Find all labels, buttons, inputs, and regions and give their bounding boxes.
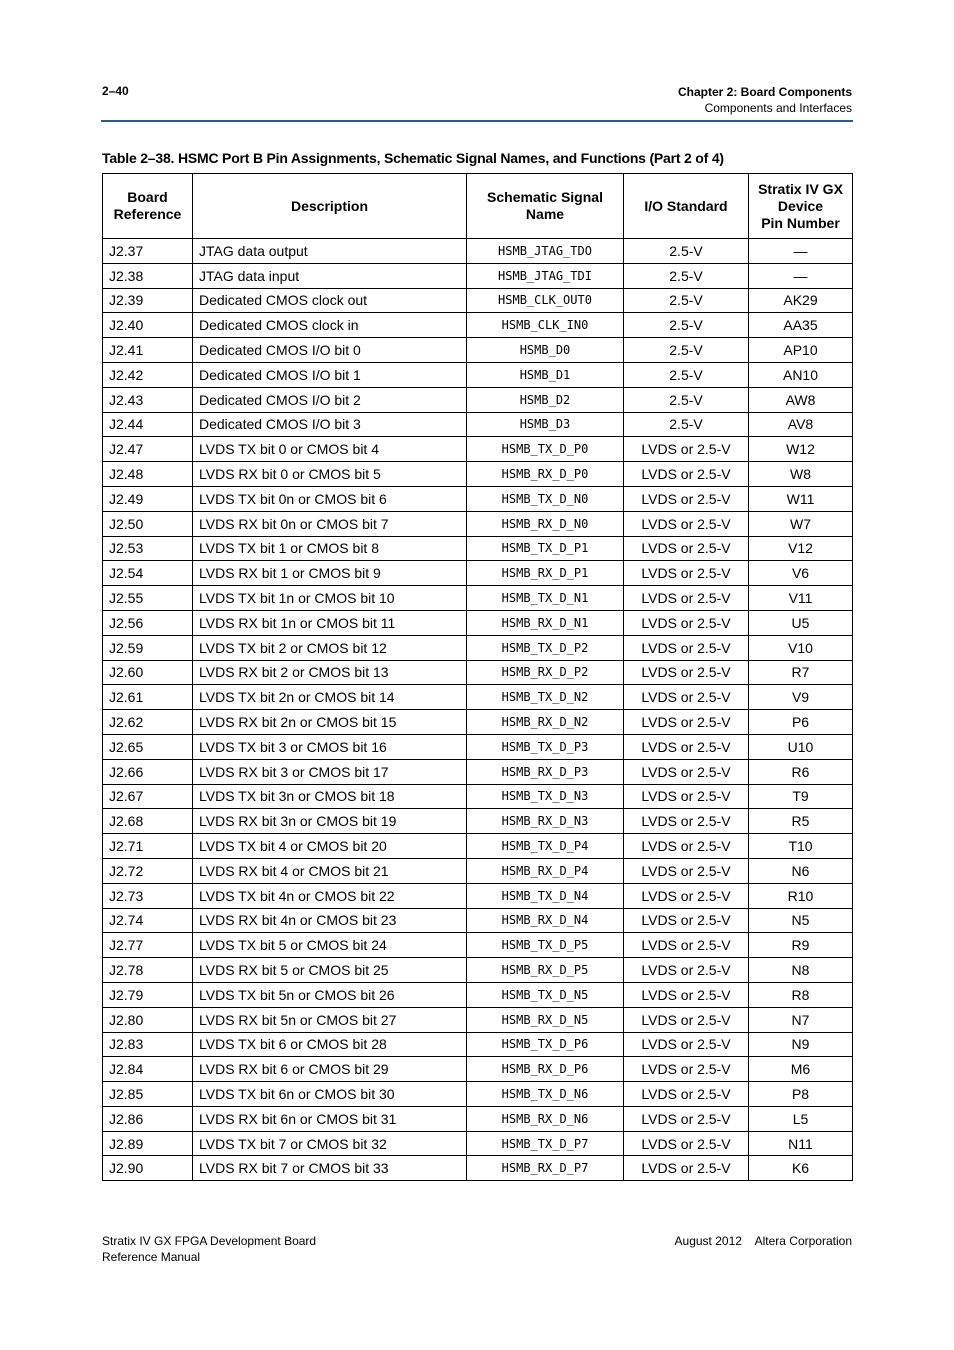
description-cell: LVDS RX bit 1 or CMOS bit 9	[193, 561, 467, 586]
board-reference-cell: J2.62	[103, 710, 193, 735]
table-row	[103, 759, 853, 784]
section-title: Components and Interfaces	[704, 101, 852, 115]
board-reference-cell: J2.47	[103, 437, 193, 462]
description-cell: LVDS TX bit 2n or CMOS bit 14	[193, 685, 467, 710]
signal-name-cell: HSMB_RX_D_P6	[467, 1057, 624, 1082]
signal-name-cell: HSMB_TX_D_N3	[467, 784, 624, 809]
signal-name-cell: HSMB_RX_D_N3	[467, 809, 624, 834]
pin-number-cell: AV8	[749, 412, 853, 437]
io-standard-cell: LVDS or 2.5-V	[624, 883, 749, 908]
board-reference-cell: J2.40	[103, 313, 193, 338]
pin-number-cell: N6	[749, 858, 853, 883]
board-reference-cell: J2.83	[103, 1032, 193, 1057]
board-reference-cell: J2.55	[103, 586, 193, 611]
description-cell: Dedicated CMOS I/O bit 0	[193, 338, 467, 363]
board-reference-cell: J2.56	[103, 610, 193, 635]
pin-number-cell: U5	[749, 610, 853, 635]
board-reference-cell: J2.41	[103, 338, 193, 363]
io-standard-cell: LVDS or 2.5-V	[624, 586, 749, 611]
io-standard-cell: LVDS or 2.5-V	[624, 1082, 749, 1107]
footer-date: August 2012	[674, 1234, 742, 1248]
pin-number-cell: N9	[749, 1032, 853, 1057]
board-reference-cell: J2.90	[103, 1156, 193, 1181]
table-row	[103, 1082, 853, 1107]
signal-name-cell: HSMB_D0	[467, 338, 624, 363]
signal-name-cell: HSMB_TX_D_N6	[467, 1082, 624, 1107]
column-header-pin-number: Stratix IV GX Device Pin Number	[749, 174, 853, 239]
pin-number-cell: R8	[749, 982, 853, 1007]
table-caption: Table 2–38. HSMC Port B Pin Assignments, Schematic Signal Names, and Functions (Part 2 of 4)	[102, 150, 724, 166]
table-row	[103, 958, 853, 983]
description-cell: LVDS TX bit 1n or CMOS bit 10	[193, 586, 467, 611]
signal-name-cell: HSMB_RX_D_N2	[467, 710, 624, 735]
io-standard-cell: 2.5-V	[624, 338, 749, 363]
board-reference-cell: J2.61	[103, 685, 193, 710]
pin-number-cell: W8	[749, 462, 853, 487]
signal-name-cell: HSMB_TX_D_P0	[467, 437, 624, 462]
signal-name-cell: HSMB_RX_D_P5	[467, 958, 624, 983]
table-row	[103, 561, 853, 586]
pin-number-cell: W11	[749, 486, 853, 511]
board-reference-cell: J2.68	[103, 809, 193, 834]
description-cell: JTAG data output	[193, 239, 467, 264]
description-cell: LVDS RX bit 2 or CMOS bit 13	[193, 660, 467, 685]
pin-number-cell: R7	[749, 660, 853, 685]
table-row	[103, 536, 853, 561]
io-standard-cell: LVDS or 2.5-V	[624, 685, 749, 710]
page-number: 2–40	[102, 84, 129, 98]
signal-name-cell: HSMB_TX_D_N5	[467, 982, 624, 1007]
io-standard-cell: LVDS or 2.5-V	[624, 908, 749, 933]
signal-name-cell: HSMB_TX_D_P5	[467, 933, 624, 958]
pin-number-cell: —	[749, 239, 853, 264]
io-standard-cell: LVDS or 2.5-V	[624, 486, 749, 511]
io-standard-cell: LVDS or 2.5-V	[624, 511, 749, 536]
table-row	[103, 263, 853, 288]
description-cell: LVDS TX bit 2 or CMOS bit 12	[193, 635, 467, 660]
pin-number-cell: T10	[749, 834, 853, 859]
board-reference-cell: J2.60	[103, 660, 193, 685]
description-cell: LVDS RX bit 4n or CMOS bit 23	[193, 908, 467, 933]
io-standard-cell: 2.5-V	[624, 412, 749, 437]
table-row	[103, 858, 853, 883]
column-header-io-standard: I/O Standard	[624, 174, 749, 239]
board-reference-cell: J2.72	[103, 858, 193, 883]
pin-number-cell: V10	[749, 635, 853, 660]
signal-name-cell: HSMB_RX_D_N5	[467, 1007, 624, 1032]
board-reference-cell: J2.74	[103, 908, 193, 933]
board-reference-cell: J2.37	[103, 239, 193, 264]
signal-name-cell: HSMB_RX_D_P1	[467, 561, 624, 586]
table-row	[103, 338, 853, 363]
pin-number-cell: N11	[749, 1131, 853, 1156]
pin-number-cell: V12	[749, 536, 853, 561]
signal-name-cell: HSMB_TX_D_N1	[467, 586, 624, 611]
signal-name-cell: HSMB_JTAG_TDO	[467, 239, 624, 264]
signal-name-cell: HSMB_D1	[467, 362, 624, 387]
pin-number-cell: N5	[749, 908, 853, 933]
board-reference-cell: J2.59	[103, 635, 193, 660]
signal-name-cell: HSMB_TX_D_P3	[467, 734, 624, 759]
table-row	[103, 1057, 853, 1082]
table-row	[103, 486, 853, 511]
board-reference-cell: J2.79	[103, 982, 193, 1007]
board-reference-cell: J2.39	[103, 288, 193, 313]
chapter-title: Chapter 2: Board Components	[677, 85, 852, 99]
io-standard-cell: LVDS or 2.5-V	[624, 834, 749, 859]
board-reference-cell: J2.67	[103, 784, 193, 809]
column-header-board-reference: Board Reference	[103, 174, 193, 239]
table-row	[103, 288, 853, 313]
signal-name-cell: HSMB_TX_D_P7	[467, 1131, 624, 1156]
signal-name-cell: HSMB_RX_D_N6	[467, 1106, 624, 1131]
io-standard-cell: LVDS or 2.5-V	[624, 536, 749, 561]
table-row	[103, 313, 853, 338]
io-standard-cell: 2.5-V	[624, 239, 749, 264]
pin-number-cell: AA35	[749, 313, 853, 338]
signal-name-cell: HSMB_TX_D_N0	[467, 486, 624, 511]
pin-number-cell: AW8	[749, 387, 853, 412]
board-reference-cell: J2.73	[103, 883, 193, 908]
table-row	[103, 1131, 853, 1156]
description-cell: LVDS TX bit 6 or CMOS bit 28	[193, 1032, 467, 1057]
table-header-row	[103, 174, 853, 239]
column-header-description: Description	[193, 174, 467, 239]
table-row	[103, 437, 853, 462]
io-standard-cell: 2.5-V	[624, 387, 749, 412]
signal-name-cell: HSMB_D3	[467, 412, 624, 437]
description-cell: Dedicated CMOS clock in	[193, 313, 467, 338]
description-cell: LVDS RX bit 5n or CMOS bit 27	[193, 1007, 467, 1032]
io-standard-cell: LVDS or 2.5-V	[624, 610, 749, 635]
column-header-schematic-signal-name: Schematic Signal Name	[467, 174, 624, 239]
table-body	[103, 239, 853, 1181]
table-row	[103, 982, 853, 1007]
board-reference-cell: J2.66	[103, 759, 193, 784]
board-reference-cell: J2.78	[103, 958, 193, 983]
io-standard-cell: LVDS or 2.5-V	[624, 933, 749, 958]
table-row	[103, 660, 853, 685]
pin-number-cell: V11	[749, 586, 853, 611]
board-reference-cell: J2.42	[103, 362, 193, 387]
io-standard-cell: LVDS or 2.5-V	[624, 635, 749, 660]
description-cell: LVDS TX bit 5 or CMOS bit 24	[193, 933, 467, 958]
pin-number-cell: V9	[749, 685, 853, 710]
pin-number-cell: L5	[749, 1106, 853, 1131]
description-cell: LVDS RX bit 0 or CMOS bit 5	[193, 462, 467, 487]
description-cell: LVDS TX bit 3 or CMOS bit 16	[193, 734, 467, 759]
table-row	[103, 635, 853, 660]
io-standard-cell: LVDS or 2.5-V	[624, 710, 749, 735]
table-row	[103, 1007, 853, 1032]
signal-name-cell: HSMB_TX_D_N4	[467, 883, 624, 908]
description-cell: LVDS TX bit 6n or CMOS bit 30	[193, 1082, 467, 1107]
table-row	[103, 511, 853, 536]
board-reference-cell: J2.84	[103, 1057, 193, 1082]
table-row	[103, 586, 853, 611]
signal-name-cell: HSMB_RX_D_P7	[467, 1156, 624, 1181]
io-standard-cell: LVDS or 2.5-V	[624, 784, 749, 809]
board-reference-cell: J2.49	[103, 486, 193, 511]
io-standard-cell: LVDS or 2.5-V	[624, 858, 749, 883]
signal-name-cell: HSMB_RX_D_N4	[467, 908, 624, 933]
description-cell: LVDS RX bit 4 or CMOS bit 21	[193, 858, 467, 883]
table-row	[103, 908, 853, 933]
table-row	[103, 784, 853, 809]
pin-number-cell: R6	[749, 759, 853, 784]
io-standard-cell: 2.5-V	[624, 263, 749, 288]
pin-number-cell: AP10	[749, 338, 853, 363]
table-row	[103, 1156, 853, 1181]
board-reference-cell: J2.48	[103, 462, 193, 487]
description-cell: LVDS RX bit 6n or CMOS bit 31	[193, 1106, 467, 1131]
board-reference-cell: J2.86	[103, 1106, 193, 1131]
description-cell: LVDS TX bit 3n or CMOS bit 18	[193, 784, 467, 809]
description-cell: LVDS TX bit 0 or CMOS bit 4	[193, 437, 467, 462]
io-standard-cell: LVDS or 2.5-V	[624, 1032, 749, 1057]
board-reference-cell: J2.50	[103, 511, 193, 536]
signal-name-cell: HSMB_RX_D_P2	[467, 660, 624, 685]
io-standard-cell: LVDS or 2.5-V	[624, 462, 749, 487]
table-row	[103, 933, 853, 958]
board-reference-cell: J2.54	[103, 561, 193, 586]
io-standard-cell: LVDS or 2.5-V	[624, 1106, 749, 1131]
io-standard-cell: LVDS or 2.5-V	[624, 437, 749, 462]
pin-number-cell: W7	[749, 511, 853, 536]
pin-number-cell: M6	[749, 1057, 853, 1082]
table-row	[103, 734, 853, 759]
table-row	[103, 834, 853, 859]
description-cell: Dedicated CMOS I/O bit 3	[193, 412, 467, 437]
io-standard-cell: LVDS or 2.5-V	[624, 809, 749, 834]
signal-name-cell: HSMB_JTAG_TDI	[467, 263, 624, 288]
io-standard-cell: LVDS or 2.5-V	[624, 982, 749, 1007]
io-standard-cell: LVDS or 2.5-V	[624, 660, 749, 685]
table-row	[103, 1106, 853, 1131]
description-cell: LVDS RX bit 5 or CMOS bit 25	[193, 958, 467, 983]
description-cell: JTAG data input	[193, 263, 467, 288]
board-reference-cell: J2.80	[103, 1007, 193, 1032]
pin-number-cell: P6	[749, 710, 853, 735]
running-header	[678, 84, 852, 116]
io-standard-cell: 2.5-V	[624, 313, 749, 338]
description-cell: Dedicated CMOS I/O bit 2	[193, 387, 467, 412]
pin-number-cell: U10	[749, 734, 853, 759]
description-cell: LVDS RX bit 3n or CMOS bit 19	[193, 809, 467, 834]
io-standard-cell: LVDS or 2.5-V	[624, 1131, 749, 1156]
pin-number-cell: AK29	[749, 288, 853, 313]
io-standard-cell: LVDS or 2.5-V	[624, 734, 749, 759]
signal-name-cell: HSMB_CLK_OUT0	[467, 288, 624, 313]
description-cell: LVDS TX bit 7 or CMOS bit 32	[193, 1131, 467, 1156]
signal-name-cell: HSMB_TX_D_P4	[467, 834, 624, 859]
board-reference-cell: J2.44	[103, 412, 193, 437]
header-rule	[101, 120, 853, 122]
signal-name-cell: HSMB_TX_D_P1	[467, 536, 624, 561]
description-cell: LVDS RX bit 1n or CMOS bit 11	[193, 610, 467, 635]
signal-name-cell: HSMB_RX_D_P0	[467, 462, 624, 487]
signal-name-cell: HSMB_TX_D_N2	[467, 685, 624, 710]
table-row	[103, 462, 853, 487]
signal-name-cell: HSMB_RX_D_P4	[467, 858, 624, 883]
table-row	[103, 239, 853, 264]
description-cell: LVDS RX bit 2n or CMOS bit 15	[193, 710, 467, 735]
table-row	[103, 387, 853, 412]
board-reference-cell: J2.43	[103, 387, 193, 412]
signal-name-cell: HSMB_TX_D_P2	[467, 635, 624, 660]
footer-company: Altera Corporation	[754, 1234, 852, 1248]
description-cell: LVDS RX bit 0n or CMOS bit 7	[193, 511, 467, 536]
pin-number-cell: T9	[749, 784, 853, 809]
footer-line-1: Stratix IV GX FPGA Development Board	[102, 1234, 317, 1248]
table-row	[103, 685, 853, 710]
pin-number-cell: V6	[749, 561, 853, 586]
board-reference-cell: J2.53	[103, 536, 193, 561]
footer-line-2: Reference Manual	[102, 1250, 201, 1264]
board-reference-cell: J2.85	[103, 1082, 193, 1107]
description-cell: Dedicated CMOS I/O bit 1	[193, 362, 467, 387]
board-reference-cell: J2.89	[103, 1131, 193, 1156]
description-cell: LVDS TX bit 0n or CMOS bit 6	[193, 486, 467, 511]
signal-name-cell: HSMB_RX_D_N0	[467, 511, 624, 536]
signal-name-cell: HSMB_TX_D_P6	[467, 1032, 624, 1057]
pin-assignment-table	[102, 173, 853, 1181]
io-standard-cell: LVDS or 2.5-V	[624, 1057, 749, 1082]
table-row	[103, 883, 853, 908]
table-row	[103, 610, 853, 635]
description-cell: LVDS TX bit 4 or CMOS bit 20	[193, 834, 467, 859]
table-row	[103, 1032, 853, 1057]
io-standard-cell: LVDS or 2.5-V	[624, 958, 749, 983]
description-cell: LVDS TX bit 5n or CMOS bit 26	[193, 982, 467, 1007]
table-row	[103, 412, 853, 437]
description-cell: Dedicated CMOS clock out	[193, 288, 467, 313]
pin-number-cell: K6	[749, 1156, 853, 1181]
pin-number-cell: W12	[749, 437, 853, 462]
description-cell: LVDS RX bit 3 or CMOS bit 17	[193, 759, 467, 784]
footer-manual-title	[102, 1233, 316, 1265]
signal-name-cell: HSMB_CLK_IN0	[467, 313, 624, 338]
io-standard-cell: LVDS or 2.5-V	[624, 1007, 749, 1032]
signal-name-cell: HSMB_RX_D_N1	[467, 610, 624, 635]
table-row	[103, 362, 853, 387]
io-standard-cell: LVDS or 2.5-V	[624, 759, 749, 784]
pin-number-cell: P8	[749, 1082, 853, 1107]
description-cell: LVDS TX bit 4n or CMOS bit 22	[193, 883, 467, 908]
pin-number-cell: N8	[749, 958, 853, 983]
table-row	[103, 710, 853, 735]
pin-number-cell: —	[749, 263, 853, 288]
description-cell: LVDS RX bit 7 or CMOS bit 33	[193, 1156, 467, 1181]
board-reference-cell: J2.71	[103, 834, 193, 859]
pin-number-cell: AN10	[749, 362, 853, 387]
io-standard-cell: 2.5-V	[624, 288, 749, 313]
pin-number-cell: N7	[749, 1007, 853, 1032]
pin-number-cell: R9	[749, 933, 853, 958]
signal-name-cell: HSMB_RX_D_P3	[467, 759, 624, 784]
footer-date-company	[675, 1233, 852, 1249]
pin-number-cell: R10	[749, 883, 853, 908]
board-reference-cell: J2.65	[103, 734, 193, 759]
io-standard-cell: LVDS or 2.5-V	[624, 561, 749, 586]
signal-name-cell: HSMB_D2	[467, 387, 624, 412]
pin-number-cell: R5	[749, 809, 853, 834]
io-standard-cell: 2.5-V	[624, 362, 749, 387]
table-row	[103, 809, 853, 834]
board-reference-cell: J2.77	[103, 933, 193, 958]
description-cell: LVDS RX bit 6 or CMOS bit 29	[193, 1057, 467, 1082]
description-cell: LVDS TX bit 1 or CMOS bit 8	[193, 536, 467, 561]
board-reference-cell: J2.38	[103, 263, 193, 288]
io-standard-cell: LVDS or 2.5-V	[624, 1156, 749, 1181]
